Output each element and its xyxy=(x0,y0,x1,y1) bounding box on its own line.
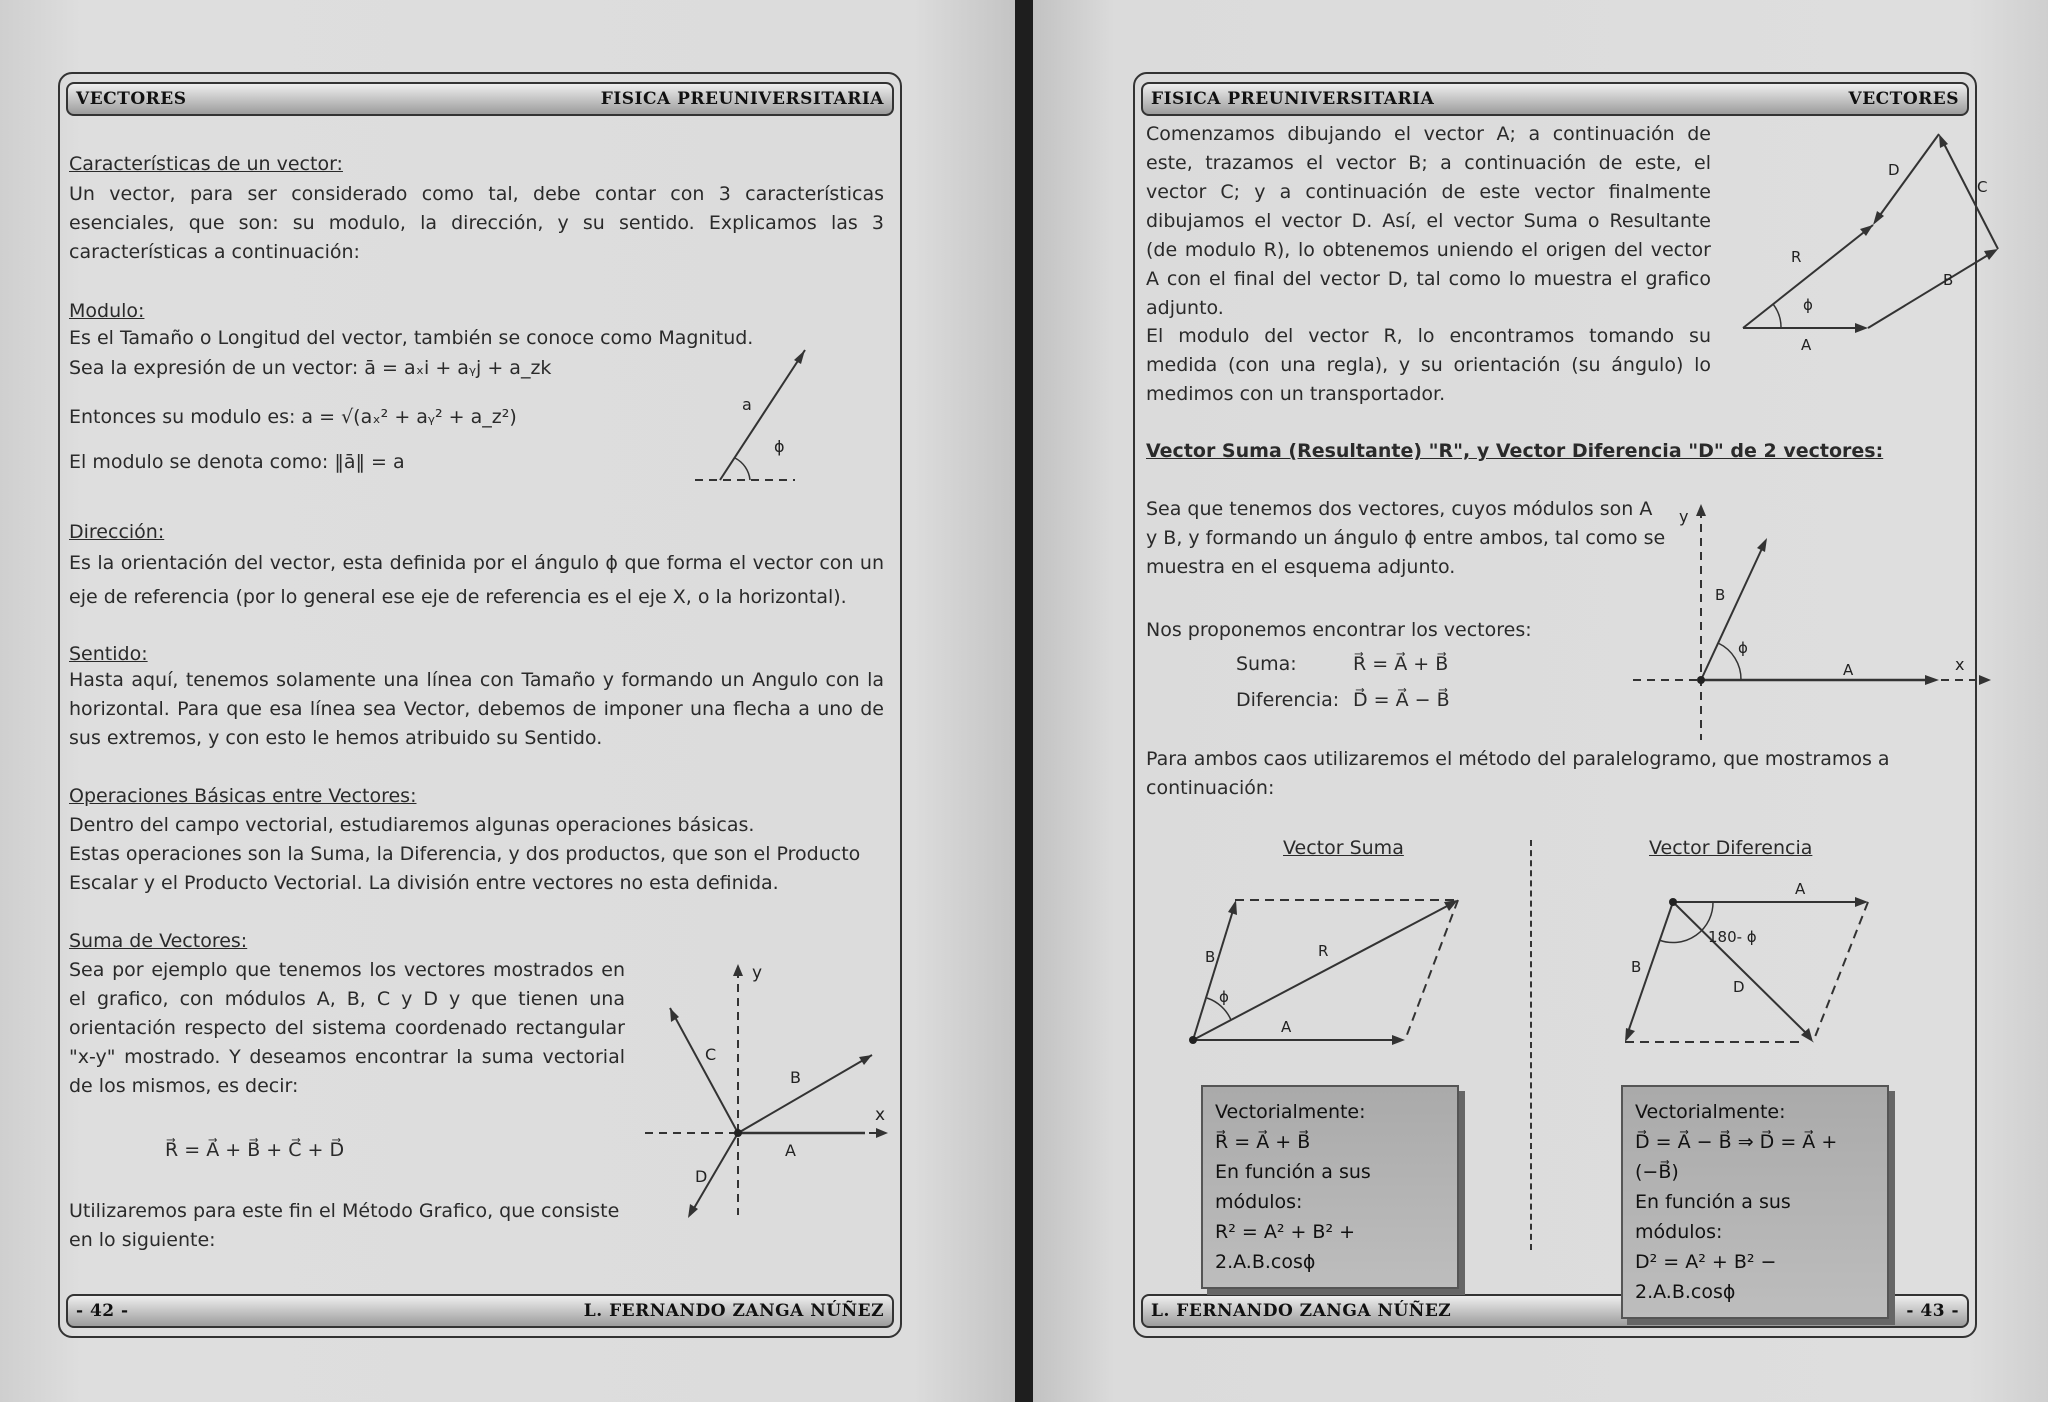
proponemos-text: Nos proponemos encontrar los vectores: xyxy=(1146,619,1532,641)
page-header xyxy=(1141,82,1969,116)
label-C: C xyxy=(1977,178,1988,196)
label-R: R xyxy=(1318,942,1329,960)
label-B: B xyxy=(790,1068,801,1087)
label-A: A xyxy=(785,1141,796,1160)
col-dif-title: Vector Diferencia xyxy=(1649,837,1813,859)
origin-point xyxy=(1697,676,1705,684)
label-A: A xyxy=(1795,880,1806,898)
label-D: D xyxy=(1888,161,1900,179)
suma-parallelogram-diagram xyxy=(1183,880,1463,1050)
page-number: - 42 - xyxy=(76,1301,129,1321)
arrowhead-icon xyxy=(1984,249,1998,260)
header-right-title: VECTORES xyxy=(1848,89,1959,109)
vector-b-line xyxy=(1701,542,1765,680)
sentido-heading: Sentido: xyxy=(69,643,148,665)
characteristics-paragraph: Un vector, para ser considerado como tal, debe contar con 3 características esenciales, que son: su modulo, la dirección, y su sentido. Explicamos las 3 características a continuación: xyxy=(69,183,884,263)
angle-arc xyxy=(1773,304,1781,328)
box-line: En función a sus módulos: xyxy=(1635,1191,1791,1243)
direccion-paragraph: Es la orientación del vector, esta definida por el ángulo ϕ que forma el vector con un eje de referencia (por lo general ese eje de referencia es el eje X, o la horizontal). xyxy=(69,552,884,608)
label-phi: ϕ xyxy=(1219,988,1229,1006)
angle-arc xyxy=(735,458,750,480)
arrowhead-icon xyxy=(688,1204,698,1218)
label-180-phi: 180- ϕ xyxy=(1708,928,1757,946)
section-heading: Vector Suma (Resultante) "R", y Vector Diferencia "D" de 2 vectores: xyxy=(1146,440,1884,462)
modulo-line-3: Entonces su modulo es: a = √(aₓ² + aᵧ² + a_z²) xyxy=(69,406,517,428)
operaciones-line-2: Estas operaciones son la Suma, la Diferencia, y dos productos, que son el Producto Escalar y el Producto Vectorial. La división entre vectores no esta definida. xyxy=(69,843,861,894)
intro-paragraph-2: El modulo del vector R, lo encontramos tomando su medida (con una regla), y su orientación (su ángulo) lo medimos con un transportador. xyxy=(1146,325,1711,405)
page-header xyxy=(66,82,894,116)
column-divider xyxy=(1530,840,1532,1250)
label-a: a xyxy=(742,395,752,414)
arrowhead-icon xyxy=(1855,323,1868,333)
y-arrowhead-icon xyxy=(733,964,743,976)
header-left-title: FISICA PREUNIVERSITARIA xyxy=(1151,89,1435,109)
dashed-side xyxy=(1405,900,1458,1040)
x-arrowhead-icon xyxy=(1979,675,1991,685)
label-x: x xyxy=(875,1105,886,1125)
modulo-heading: Modulo: xyxy=(69,300,145,322)
origin-point xyxy=(1189,1036,1197,1044)
suma-formula-box xyxy=(1201,1085,1459,1289)
right-page xyxy=(1033,0,2048,1402)
label-phi: ϕ xyxy=(1738,639,1748,657)
label-D: D xyxy=(1733,978,1745,996)
header-right-title: FISICA PREUNIVERSITARIA xyxy=(600,89,884,109)
arrowhead-icon xyxy=(794,350,805,364)
two-vectors-diagram xyxy=(1633,500,1993,745)
operaciones-line-1: Dentro del campo vectorial, estudiaremos algunas operaciones básicas. xyxy=(69,814,755,836)
label-B: B xyxy=(1631,958,1642,976)
operaciones-heading: Operaciones Básicas entre Vectores: xyxy=(69,785,417,807)
polygon-method-diagram xyxy=(1703,130,2003,354)
author-name: L. FERNANDO ZANGA NÚÑEZ xyxy=(583,1301,884,1321)
vector-c-line xyxy=(1941,138,1998,249)
x-arrowhead-icon xyxy=(876,1128,888,1138)
label-phi: ϕ xyxy=(774,437,785,456)
label-y: y xyxy=(752,963,763,983)
suma-closing: Utilizaremos para este fin el Método Grafico, que consiste en lo siguiente: xyxy=(69,1200,620,1251)
label-y: y xyxy=(1679,507,1689,526)
label-D: D xyxy=(695,1167,708,1186)
two-vectors-paragraph: Sea que tenemos dos vectores, cuyos módulos son A y B, y formando un ángulo ϕ entre ambos, tal como se muestra en el esquema adjunto. xyxy=(1146,498,1666,578)
suma-formula: R⃗ = A⃗ + B⃗ + C⃗ + D⃗ xyxy=(165,1139,345,1161)
label-B: B xyxy=(1205,948,1216,966)
label-B: B xyxy=(1943,271,1954,289)
label-A: A xyxy=(1281,1018,1292,1036)
suma-heading: Suma de Vectores: xyxy=(69,930,248,952)
box-line: D⃗ = A⃗ − B⃗ ⇒ D⃗ = A⃗ + (−B⃗) xyxy=(1635,1131,1838,1183)
box-line: Vectorialmente: xyxy=(1635,1101,1786,1123)
vector-a-line xyxy=(720,350,805,480)
author-name: L. FERNANDO ZANGA NÚÑEZ xyxy=(1151,1301,1452,1321)
direccion-heading: Dirección: xyxy=(69,521,165,543)
suma-equation: R⃗ = A⃗ + B⃗ xyxy=(1353,653,1449,675)
modulo-diagram xyxy=(690,340,820,480)
label-phi: ϕ xyxy=(1803,296,1813,314)
characteristics-heading: Características de un vector: xyxy=(69,153,343,175)
dashed-side xyxy=(1813,902,1868,1042)
label-B: B xyxy=(1715,586,1726,604)
arrowhead-icon xyxy=(1757,538,1767,552)
vector-b-line xyxy=(1193,904,1235,1040)
col-suma-title: Vector Suma xyxy=(1283,837,1404,859)
sentido-paragraph: Hasta aquí, tenemos solamente una línea con Tamaño y formando un Angulo con la horizontal. Para que esa línea sea Vector, debemos de imponer una flecha a uno de sus extremos, y con esto le hemos atribuido su Sentido. xyxy=(69,669,884,749)
box-line: D² = A² + B² − 2.A.B.cosϕ xyxy=(1635,1251,1777,1303)
box-line: En función a sus módulos: xyxy=(1215,1161,1371,1213)
arrowhead-icon xyxy=(1392,1035,1405,1045)
diferencia-label: Diferencia: xyxy=(1236,689,1340,711)
angle-arc xyxy=(1659,902,1713,943)
vector-c-line xyxy=(670,1008,738,1133)
four-vectors-diagram xyxy=(640,960,890,1225)
page-number: - 43 - xyxy=(1906,1301,1959,1321)
box-line: R² = A² + B² + 2.A.B.cosϕ xyxy=(1215,1221,1356,1273)
origin-point xyxy=(1669,898,1677,906)
header-left-title: VECTORES xyxy=(76,89,187,109)
page-footer xyxy=(66,1294,894,1328)
arrowhead-icon xyxy=(1925,675,1939,685)
vector-d-line xyxy=(1875,134,1939,222)
vector-b-line xyxy=(1868,252,1993,328)
intro-paragraph-1: Comenzamos dibujando el vector A; a continuación de este, trazamos el vector B; a continuación de este, el vector C; y a continuación de este vector finalmente dibujamos el vector D. Así, el vector Suma o Resultante (de modulo R), lo obtenemos uniendo el origen del vector A con el final del vector D, tal como lo muestra el grafico adjunto. xyxy=(1146,123,1711,319)
arrowhead-icon xyxy=(1228,900,1237,915)
arrowhead-icon xyxy=(859,1055,872,1065)
suma-paragraph: Sea por ejemplo que tenemos los vectores mostrados en el grafico, con módulos A, B, C y D y que tienen una orientación respecto del sistema coordenado rectangular "x-y" mostrado. Y deseamos encontrar la suma vectorial de los mismos, es decir: xyxy=(69,959,625,1097)
origin-point xyxy=(734,1129,742,1137)
modulo-line-1: Es el Tamaño o Longitud del vector, también se conoce como Magnitud. xyxy=(69,327,754,349)
diferencia-parallelogram-diagram xyxy=(1613,880,1913,1050)
paralelogramo-paragraph: Para ambos caos utilizaremos el método del paralelogramo, que mostramos a continuación: xyxy=(1146,748,1890,799)
diferencia-equation: D⃗ = A⃗ − B⃗ xyxy=(1353,689,1450,711)
y-arrowhead-icon xyxy=(1696,504,1706,516)
modulo-line-4: El modulo se denota como: ‖ā‖ = a xyxy=(69,451,405,473)
suma-label: Suma: xyxy=(1236,653,1297,675)
left-page xyxy=(0,0,1015,1402)
diferencia-formula-box xyxy=(1621,1085,1889,1319)
vector-d-line xyxy=(1673,902,1809,1036)
label-A: A xyxy=(1843,661,1854,679)
label-A: A xyxy=(1801,336,1812,354)
label-C: C xyxy=(705,1045,717,1064)
arrowhead-icon xyxy=(1939,134,1948,148)
label-R: R xyxy=(1791,248,1802,266)
vector-b-line xyxy=(738,1055,872,1133)
arrowhead-icon xyxy=(670,1008,679,1022)
arrowhead-icon xyxy=(1625,1028,1635,1042)
box-line: R⃗ = A⃗ + B⃗ xyxy=(1215,1131,1311,1153)
box-line: Vectorialmente: xyxy=(1215,1101,1366,1123)
modulo-line-2: Sea la expresión de un vector: ā = aₓi + aᵧj + a_zk xyxy=(69,357,552,379)
label-x: x xyxy=(1955,655,1965,674)
